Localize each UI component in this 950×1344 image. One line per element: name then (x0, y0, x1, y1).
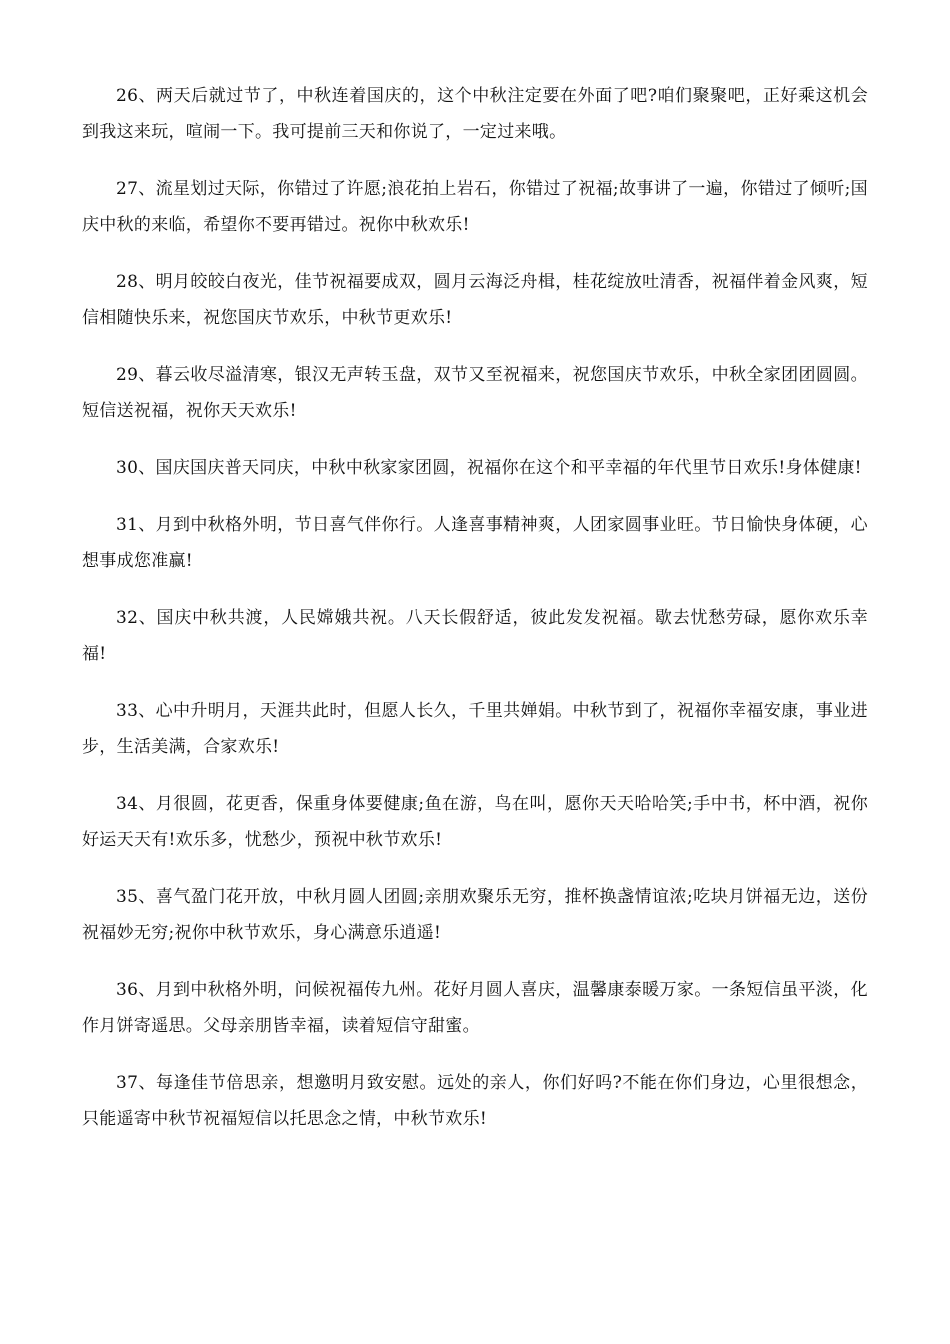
paragraph-28: 28、明月皎皎白夜光，佳节祝福要成双，圆月云海泛舟楫，桂花绽放吐清香，祝福伴着金风爽，短信相随快乐来，祝您国庆节欢乐，中秋节更欢乐! (82, 272, 868, 328)
paragraph-34: 34、月很圆，花更香，保重身体要健康;鱼在游，鸟在叫，愿你天天哈哈笑;手中书，杯中酒，祝你好运天天有!欢乐多，忧愁少，预祝中秋节欢乐! (82, 794, 868, 850)
paragraph-35: 35、喜气盈门花开放，中秋月圆人团圆;亲朋欢聚乐无穷，推杯换盏情谊浓;吃块月饼福无边，送份祝福妙无穷;祝你中秋节欢乐，身心满意乐逍遥! (82, 887, 868, 943)
paragraph-31: 31、月到中秋格外明，节日喜气伴你行。人逢喜事精神爽，人团家圆事业旺。节日愉快身体硬，心想事成您准赢! (82, 515, 868, 571)
paragraph-32: 32、国庆中秋共渡，人民嫦娥共祝。八天长假舒适，彼此发发祝福。歇去忧愁劳碌，愿你欢乐幸福! (82, 608, 868, 664)
document-body (82, 78, 868, 1158)
paragraph-37: 37、每逢佳节倍思亲，想邀明月致安慰。远处的亲人，你们好吗?不能在你们身边，心里很想念，只能遥寄中秋节祝福短信以托思念之情，中秋节欢乐! (82, 1073, 868, 1129)
paragraph-26: 26、两天后就过节了，中秋连着国庆的，这个中秋注定要在外面了吧?咱们聚聚吧，正好乘这机会到我这来玩，喧闹一下。我可提前三天和你说了，一定过来哦。 (82, 86, 868, 142)
paragraph-30: 30、国庆国庆普天同庆，中秋中秋家家团圆，祝福你在这个和平幸福的年代里节日欢乐!身体健康! (116, 458, 862, 478)
paragraph-29: 29、暮云收尽溢清寒，银汉无声转玉盘，双节又至祝福来，祝您国庆节欢乐，中秋全家团团圆圆。短信送祝福，祝你天天欢乐! (82, 365, 868, 421)
paragraph-27: 27、流星划过天际，你错过了许愿;浪花拍上岩石，你错过了祝福;故事讲了一遍，你错过了倾听;国庆中秋的来临，希望你不要再错过。祝你中秋欢乐! (82, 179, 868, 235)
paragraph-33: 33、心中升明月，天涯共此时，但愿人长久，千里共婵娟。中秋节到了，祝福你幸福安康，事业进步，生活美满，合家欢乐! (82, 701, 868, 757)
paragraph-36: 36、月到中秋格外明，问候祝福传九州。花好月圆人喜庆，温馨康泰暖万家。一条短信虽平淡，化作月饼寄遥思。父母亲朋皆幸福，读着短信守甜蜜。 (82, 980, 868, 1036)
